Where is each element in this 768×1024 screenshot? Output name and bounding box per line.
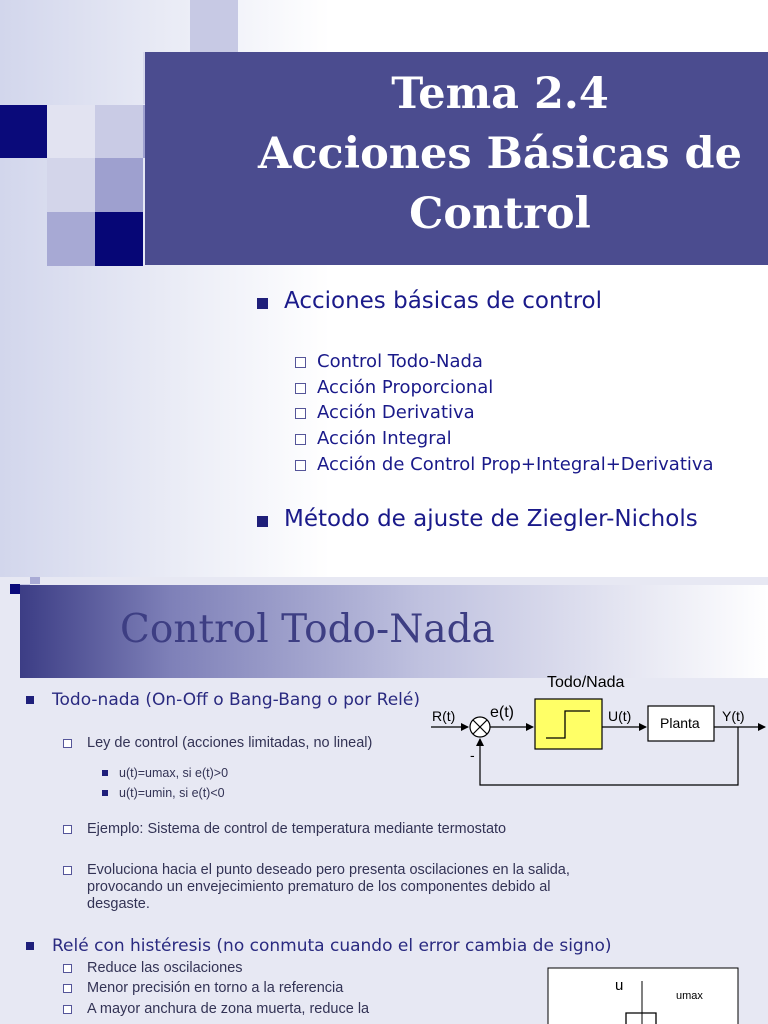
slide-2-title: Control Todo-Nada <box>120 607 495 652</box>
output-label: Y(t) <box>722 708 745 724</box>
minus-sign: - <box>470 747 475 763</box>
deco-square <box>47 212 95 266</box>
error-label: e(t) <box>490 704 514 721</box>
hollow-square-bullet-icon <box>295 357 306 368</box>
block-diagram <box>0 577 768 1024</box>
square-bullet-icon <box>257 516 268 527</box>
hollow-square-bullet-icon <box>295 460 306 471</box>
hollow-square-bullet-icon <box>295 383 306 394</box>
plant-label: Planta <box>660 715 700 731</box>
deco-square <box>47 105 95 158</box>
bullet-label: Método de ajuste de Ziegler-Nichols <box>284 506 698 532</box>
title-line-2: Acciones Básicas de <box>258 129 742 179</box>
deco-square <box>190 0 238 52</box>
bullet-label: Acciones básicas de control <box>284 288 602 314</box>
inset-axis-label: u <box>615 977 624 994</box>
square-bullet-icon <box>257 298 268 309</box>
title-line-1: Tema 2.4 <box>391 69 609 119</box>
deco-square <box>95 212 143 266</box>
hollow-square-bullet-icon <box>295 408 306 419</box>
slide-2: Control Todo-Nada Todo-nada (On-Off o Bang-Bang o por Relé) Ley de control (acciones limitadas, no lineal) u(t)=umax, si e(t)>0 u(t)=umin, si e(t)<0 Ejemplo: Sistema de control de temperatura mediante termostato Evoluciona hacia el punto deseado pero presenta oscilaciones en la salida, provocando un envejecimiento prematuro de los componentes debido al desgaste. Relé con histéresis (no conmuta cuando el error cambia de signo) Reduce las oscilaciones Menor precisión en torno a la referencia A mayor anchura de zona muerta, reduce la Todo/Nada R(t) e(t) - U(t) Planta Y(t) u umax <box>0 577 768 1024</box>
deco-square <box>95 105 143 158</box>
slide-title <box>240 64 760 244</box>
deco-square <box>0 105 47 158</box>
deco-square <box>47 158 95 212</box>
title-line-3: Control <box>409 189 591 239</box>
slide-1: Tema 2.4 Acciones Básicas de Control Acciones básicas de control Control Todo-Nada Acción Proporcional Acción Derivativa Acción Integral Acción de Control Prop+Integral+Derivativa Método de ajuste de Ziegler-Nichols <box>0 0 768 577</box>
controller-block <box>535 699 602 749</box>
inset-level-label: umax <box>676 990 703 1002</box>
input-label: R(t) <box>432 708 456 724</box>
hollow-square-bullet-icon <box>295 434 306 445</box>
deco-square <box>95 158 143 212</box>
hysteresis-inset <box>548 968 738 1024</box>
controller-label: Todo/Nada <box>547 674 625 691</box>
control-signal-label: U(t) <box>608 708 632 724</box>
